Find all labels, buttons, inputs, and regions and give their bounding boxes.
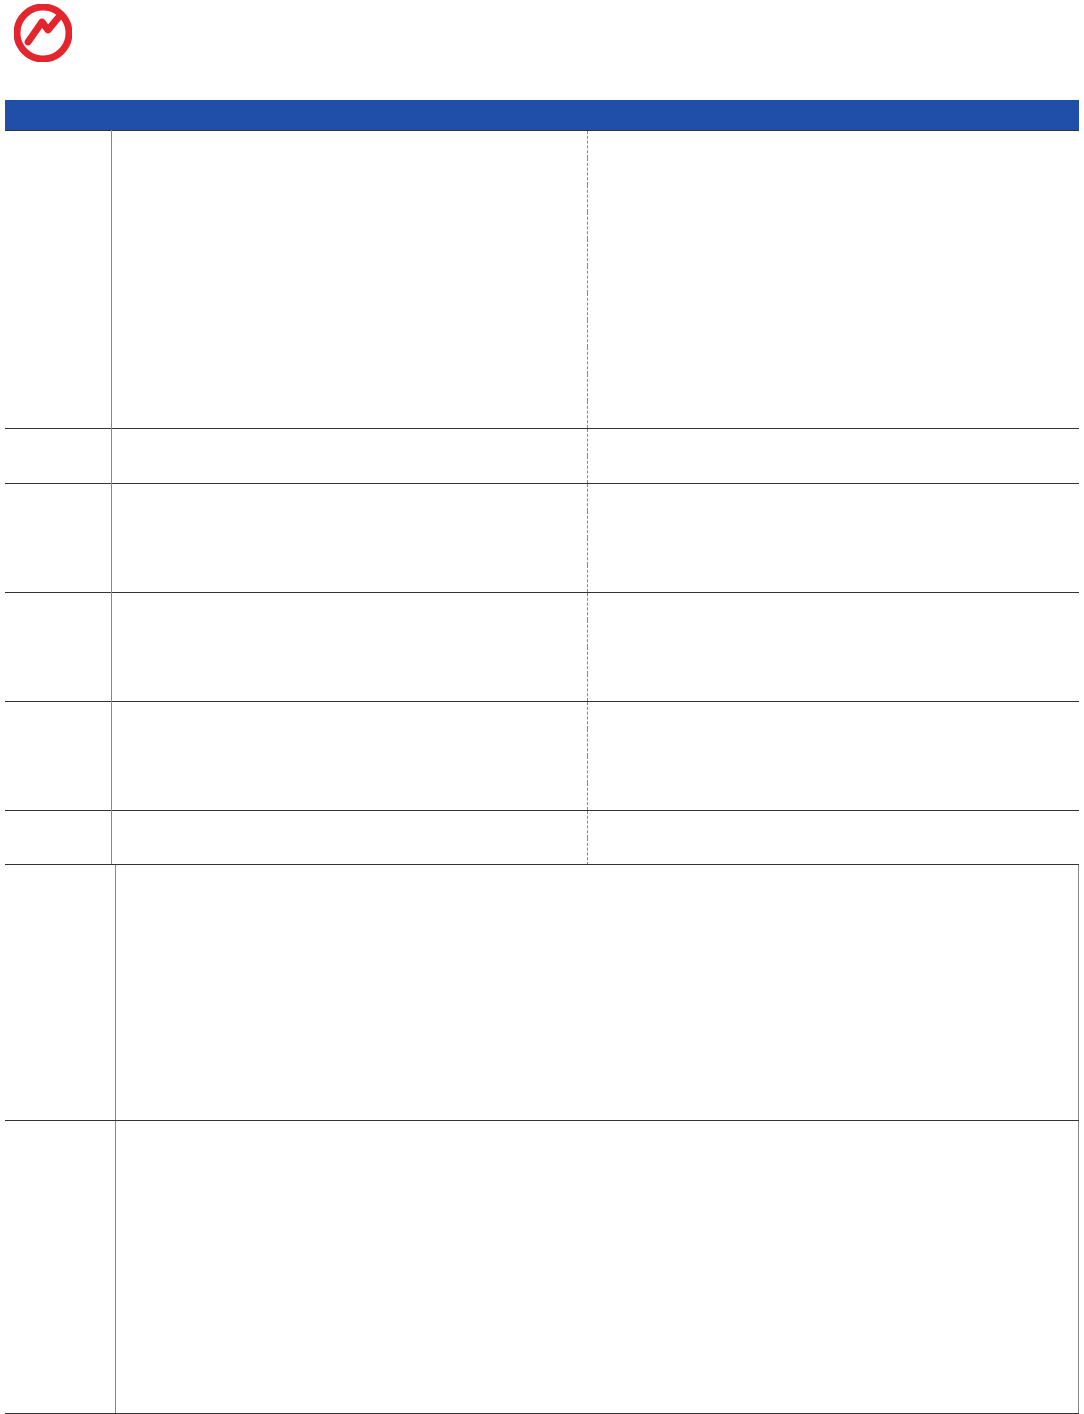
indicator-name: [587, 131, 819, 159]
change-value: [487, 811, 587, 839]
indicator-name: [587, 620, 819, 647]
latest-value: [819, 702, 947, 730]
indicator-name: [587, 756, 819, 783]
table-row: [5, 131, 1079, 159]
change-value: [487, 374, 587, 401]
latest-value: [379, 158, 487, 185]
indicator-name: [111, 593, 379, 621]
table-row: [5, 185, 1079, 212]
table-row: [5, 456, 1079, 484]
latest-value: [379, 838, 487, 865]
indicator-name: [587, 729, 819, 756]
change-value: [947, 811, 1079, 839]
latest-value: [379, 565, 487, 593]
latest-value: [819, 729, 947, 756]
latest-value: [379, 266, 487, 293]
indicator-name: [587, 320, 819, 347]
latest-value: [379, 729, 487, 756]
table-row: [5, 429, 1079, 457]
divider: [1078, 1121, 1079, 1413]
indicator-name: [111, 538, 379, 565]
change-value: [947, 674, 1079, 702]
change-value: [947, 293, 1079, 320]
latest-value: [819, 538, 947, 565]
latest-value: [819, 293, 947, 320]
latest-value: [819, 429, 947, 457]
change-value: [947, 429, 1079, 457]
change-value: [947, 239, 1079, 266]
latest-value: [379, 702, 487, 730]
table-row: [5, 293, 1079, 320]
change-value: [947, 647, 1079, 674]
table-row: [5, 239, 1079, 266]
indicator-name: [587, 185, 819, 212]
header-change-right: [947, 100, 1079, 131]
change-value: [487, 293, 587, 320]
category-cell: [5, 131, 111, 429]
latest-value: [819, 212, 947, 239]
change-value: [487, 158, 587, 185]
indicator-name: [111, 729, 379, 756]
change-value: [947, 158, 1079, 185]
indicator-name: [111, 783, 379, 811]
latest-value: [379, 756, 487, 783]
change-value: [947, 702, 1079, 730]
change-value: [947, 838, 1079, 865]
indicator-name: [111, 293, 379, 320]
change-value: [947, 511, 1079, 538]
category-cell: [5, 593, 111, 702]
latest-value: [819, 811, 947, 839]
latest-value: [819, 266, 947, 293]
latest-value: [819, 456, 947, 484]
news-section: [5, 864, 1079, 1121]
indicator-name: [587, 456, 819, 484]
indicator-name: [111, 838, 379, 865]
indicator-name: [111, 266, 379, 293]
indicator-name: [587, 374, 819, 401]
change-value: [487, 185, 587, 212]
indicator-name: [587, 647, 819, 674]
table-row: [5, 811, 1079, 839]
latest-value: [379, 347, 487, 374]
change-value: [947, 756, 1079, 783]
table-row: [5, 783, 1079, 811]
indicator-name: [587, 593, 819, 621]
indicator-name: [587, 565, 819, 593]
indicator-name: [111, 239, 379, 266]
latest-value: [379, 783, 487, 811]
divider: [115, 1121, 116, 1413]
indicator-name: [111, 702, 379, 730]
indicator-name: [111, 565, 379, 593]
table-row: [5, 347, 1079, 374]
divider: [115, 865, 116, 1121]
indicator-name: [111, 347, 379, 374]
latest-value: [819, 484, 947, 512]
indicator-name: [587, 347, 819, 374]
table-header-row: [5, 100, 1079, 131]
latest-value: [819, 511, 947, 538]
change-value: [487, 429, 587, 457]
change-value: [947, 347, 1079, 374]
latest-value: [379, 620, 487, 647]
latest-value: [379, 131, 487, 159]
latest-value: [379, 456, 487, 484]
latest-value: [819, 565, 947, 593]
change-value: [487, 320, 587, 347]
latest-value: [379, 647, 487, 674]
latest-value: [379, 401, 487, 429]
change-value: [487, 647, 587, 674]
latest-value: [819, 756, 947, 783]
indicator-name: [587, 674, 819, 702]
indicator-name: [111, 456, 379, 484]
latest-value: [819, 838, 947, 865]
change-value: [947, 783, 1079, 811]
change-value: [947, 456, 1079, 484]
table-row: [5, 729, 1079, 756]
latest-value: [379, 511, 487, 538]
change-value: [947, 538, 1079, 565]
company-logo: [14, 4, 244, 64]
change-value: [487, 538, 587, 565]
indicator-name: [587, 293, 819, 320]
change-value: [487, 212, 587, 239]
latest-value: [379, 484, 487, 512]
change-value: [947, 729, 1079, 756]
change-value: [947, 131, 1079, 159]
indicator-name: [111, 511, 379, 538]
indicator-name: [587, 266, 819, 293]
latest-value: [379, 374, 487, 401]
latest-value: [379, 429, 487, 457]
table-row: [5, 511, 1079, 538]
change-value: [487, 593, 587, 621]
latest-value: [819, 185, 947, 212]
change-value: [947, 484, 1079, 512]
latest-value: [819, 674, 947, 702]
change-value: [487, 347, 587, 374]
table-row: [5, 484, 1079, 512]
table-row: [5, 538, 1079, 565]
divider: [1078, 865, 1079, 1121]
qr-code-icon: [957, 909, 1057, 1009]
table-row: [5, 593, 1079, 621]
latest-value: [819, 347, 947, 374]
change-value: [947, 401, 1079, 429]
latest-value: [379, 811, 487, 839]
change-value: [947, 565, 1079, 593]
change-value: [487, 702, 587, 730]
change-value: [947, 185, 1079, 212]
change-value: [487, 266, 587, 293]
indicator-name: [111, 674, 379, 702]
change-value: [487, 239, 587, 266]
change-value: [947, 374, 1079, 401]
latest-value: [819, 158, 947, 185]
latest-value: [379, 239, 487, 266]
latest-value: [379, 593, 487, 621]
latest-value: [819, 374, 947, 401]
indicator-name: [587, 212, 819, 239]
change-value: [947, 620, 1079, 647]
latest-value: [379, 185, 487, 212]
indicator-name: [587, 401, 819, 429]
indicator-name: [111, 212, 379, 239]
indicator-name: [111, 620, 379, 647]
indicator-name: [587, 702, 819, 730]
header-category: [5, 100, 111, 131]
latest-value: [379, 674, 487, 702]
latest-value: [819, 783, 947, 811]
latest-value: [819, 593, 947, 621]
latest-value: [819, 320, 947, 347]
change-value: [487, 565, 587, 593]
indicator-name: [587, 239, 819, 266]
indicator-name: [111, 320, 379, 347]
indicator-name: [111, 647, 379, 674]
indicator-name: [111, 401, 379, 429]
change-value: [487, 131, 587, 159]
header-change-left: [487, 100, 587, 131]
table-row: [5, 401, 1079, 429]
table-row: [5, 838, 1079, 865]
category-cell: [5, 429, 111, 484]
latest-value: [819, 620, 947, 647]
latest-value: [819, 131, 947, 159]
indicator-name: [111, 484, 379, 512]
qr-code-icon: [953, 1173, 1053, 1273]
table-row: [5, 158, 1079, 185]
change-value: [947, 266, 1079, 293]
header-indicator-right: [587, 100, 819, 131]
change-value: [487, 756, 587, 783]
change-value: [487, 484, 587, 512]
latest-value: [379, 320, 487, 347]
table-row: [5, 702, 1079, 730]
latest-value: [379, 212, 487, 239]
latest-value: [819, 647, 947, 674]
category-cell: [5, 484, 111, 593]
table-row: [5, 674, 1079, 702]
report-header: [0, 0, 1084, 96]
indicator-name: [587, 783, 819, 811]
category-cell: [5, 702, 111, 811]
indicator-name: [587, 811, 819, 839]
table-row: [5, 212, 1079, 239]
change-value: [487, 456, 587, 484]
table-row: [5, 374, 1079, 401]
table-row: [5, 647, 1079, 674]
summary-section: [5, 1120, 1079, 1414]
latest-value: [819, 401, 947, 429]
indicator-name: [111, 158, 379, 185]
category-cell: [5, 811, 111, 866]
data-table: [5, 100, 1079, 865]
change-value: [947, 320, 1079, 347]
indicator-name: [111, 374, 379, 401]
indicator-name: [587, 838, 819, 865]
indicator-name: [587, 158, 819, 185]
indicator-name: [587, 511, 819, 538]
indicator-name: [111, 429, 379, 457]
table-row: [5, 320, 1079, 347]
latest-value: [379, 293, 487, 320]
change-value: [487, 729, 587, 756]
change-value: [487, 674, 587, 702]
table-row: [5, 266, 1079, 293]
indicator-name: [587, 429, 819, 457]
change-value: [487, 783, 587, 811]
indicator-name: [111, 756, 379, 783]
change-value: [487, 511, 587, 538]
change-value: [947, 593, 1079, 621]
indicator-name: [587, 538, 819, 565]
table-row: [5, 620, 1079, 647]
change-value: [487, 620, 587, 647]
indicator-name: [587, 484, 819, 512]
table-row: [5, 565, 1079, 593]
ruida-logo-icon: [14, 4, 72, 62]
header-latest-left: [379, 100, 487, 131]
change-value: [947, 212, 1079, 239]
latest-value: [819, 239, 947, 266]
change-value: [487, 401, 587, 429]
indicator-name: [111, 185, 379, 212]
indicator-name: [111, 811, 379, 839]
indicator-name: [111, 131, 379, 159]
header-indicator-left: [111, 100, 379, 131]
header-latest-right: [819, 100, 947, 131]
table-row: [5, 756, 1079, 783]
change-value: [487, 838, 587, 865]
latest-value: [379, 538, 487, 565]
